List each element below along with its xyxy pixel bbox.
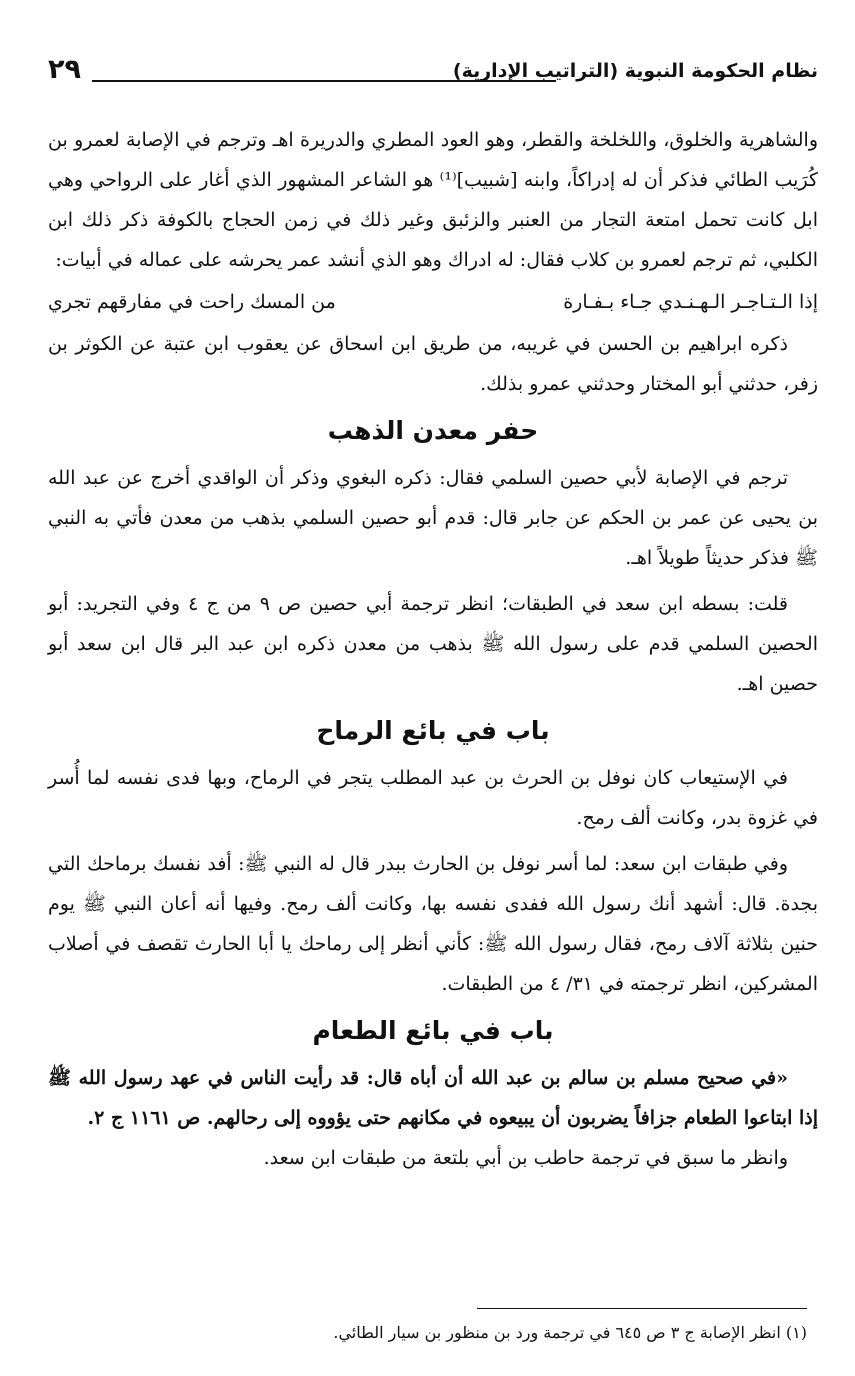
verse-second-hemistich: من المسك راحت في مفارقهم تجري bbox=[48, 291, 336, 313]
verse-first-hemistich: إذا الـتـاجـر الـهـنـدي جـاء بـفـارة bbox=[563, 291, 818, 313]
paragraph-6: وفي طبقات ابن سعد: لما أسر نوفل بن الحارث ببدر قال له النبي ﷺ: أفد نفسك برماحك التي بجدة. قال: أشهد أنك رسول الله ففدى نفسه بها، وكانت ألف رمح. وفيها أنه أعان النبي ﷺ يوم حنين بثلاثة آلاف رمح، فقال رسول الله ﷺ: كأني أنظر إلى رماحك يا أبا الحارث تقصف في أصلاب المشركين، انظر ترجمته في ٣١/ ٤ من الطبقات. bbox=[48, 853, 818, 995]
paragraph-4: قلت: بسطه ابن سعد في الطبقات؛ انظر ترجمة أبي حصين ص ٩ من ج ٤ وفي التجريد: أبو الحصين السلمي قدم على رسول الله ﷺ بذهب من معدن ذكره ابن عبد البر قال ابن سعد أبو حصين اهـ. bbox=[48, 593, 818, 695]
footnote-rule bbox=[477, 1308, 807, 1309]
section-heading-food-seller: باب في بائع الطعام bbox=[312, 1016, 554, 1045]
section-heading-gold-mine: حفر معدن الذهب bbox=[327, 416, 539, 445]
footnote: (١) انظر الإصابة ج ٣ ص ٦٤٥ في ترجمة ورد بن منظور بن سيار الطائي. bbox=[333, 1323, 807, 1342]
paragraph-5: في الإستيعاب كان نوفل بن الحرث بن عبد المطلب يتجر في الرماح، وبها فدى نفسه لما أُسر في غزوة بدر، وكانت ألف رمح. bbox=[48, 767, 818, 829]
page-number: ٢٩ bbox=[48, 54, 81, 85]
section-heading-spear-seller: باب في بائع الرماح bbox=[316, 716, 550, 745]
paragraph-8: وانظر ما سبق في ترجمة حاطب بن أبي بلتعة من طبقات ابن سعد. bbox=[263, 1147, 788, 1169]
paragraph-2: ذكره ابراهيم بن الحسن في غريبه، من طريق ابن اسحاق عن يعقوب ابن عتبة عن الكوثر بن زفر، حدثني أبو المختار وحدثني عمرو بذلك. bbox=[48, 333, 818, 395]
poetry-verse bbox=[48, 280, 818, 324]
page-body bbox=[48, 120, 818, 1178]
header-rule bbox=[92, 80, 556, 82]
running-title: نظام الحكومة النبوية (التراتيب الإدارية) bbox=[452, 60, 818, 82]
page-header bbox=[48, 54, 818, 94]
paragraph-7-quote: «في صحيح مسلم بن سالم بن عبد الله أن أباه قال: قد رأيت الناس في عهد رسول الله ﷺ إذا ابتاعوا الطعام جزافاً يضربون أن يبيعوه في مكانهم حتى يؤووه إلى رحالهم. ص ١١٦١ ج ٢. bbox=[48, 1067, 818, 1129]
paragraph-1: والشاهرية والخلوق، واللخلخة والقطر، وهو العود المطري والدريرة اهـ وترجم في الإصابة لعمرو بن كُرَيب الطائي فذكر أن له إدراكاً، وابنه [شبيب]⁽¹⁾ هو الشاعر المشهور الذي أغار على الرواحي وهي ابل كانت تحمل امتعة التجار من العنبر والزئبق وغير ذلك في زمن الحجاج بالكوفة ذكر ذلك ابن الكلبي، ثم ترجم لعمرو بن كلاب فقال: له ادراك وهو الذي أنشد عمر يحرشه على عماله في أبيات: bbox=[48, 129, 819, 271]
paragraph-3: ترجم في الإصابة لأبي حصين السلمي فقال: ذكره البغوي وذكر أن الواقدي أخرج عن عبد الله بن يحيى عن عمر بن الحكم عن جابر قال: قدم أبو حصين السلمي بذهب من معدن فأتي به النبي ﷺ فذكر حديثاً طويلاً اهـ. bbox=[48, 467, 818, 569]
